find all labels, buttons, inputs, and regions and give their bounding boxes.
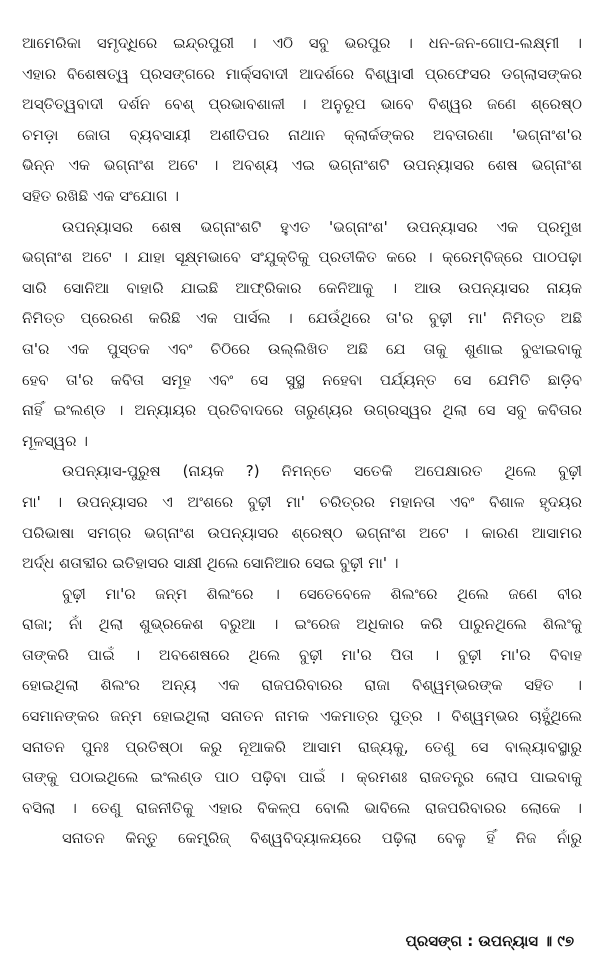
text-line: ହେବ ତା'ର କବିତା ସମୂହ ଏବଂ ସେ ସୁସ୍ଥ ନହେବା ପର୍ଯ୍ୟନ୍ତ ସେ ଯେମିତି ଛାଡ଼ିବ bbox=[22, 370, 582, 389]
text-line: ମା' । ଉପନ୍ୟାସର ଏ ଅଂଶରେ ବୁଢ଼ୀ ମା' ଚରିତ୍ରର ମହାନତା ଏବଂ ବିଶାଳ ହୃଦୟର bbox=[22, 492, 582, 511]
text-line: ସାରି ସୋନିଆ ବାହାରି ଯାଇଛି ଆଫ୍ରିକାର କେନିଆକୁ । ଆଉ ଉପନ୍ୟାସର ନାୟକ bbox=[22, 278, 582, 297]
text-line: ସନାତନ ପୁନଃ ପ୍ରତିଷ୍ଠା କରୁ ନୂଆକରି ଆସାମ ରାଜ୍ୟକୁ, ତେଣୁ ସେ ବାଲ୍ୟାବସ୍ଥାରୁ bbox=[22, 737, 582, 756]
text-line: ଅସ୍ତିତ୍ୱବାଦୀ ଦର୍ଶନ ବେଶ୍ ପ୍ରଭାବଶାଳୀ । ଅନୁରୂପ ଭାବେ ବିଶ୍ୱର ଜଣେ ଶ୍ରେଷ୍ଠ bbox=[22, 95, 582, 114]
text-line: ସହିତ ରଖିଛି ଏକ ସଂଯୋଗ । bbox=[22, 186, 179, 205]
text-line: ନାହିଁ ଇଂଲଣ୍ଡ । ଅନ୍ୟାୟର ପ୍ରତିବାଦରେ ତାରୁଣ୍ୟର ଉଗ୍ରସ୍ୱର ଥିଲା ସେ ସବୁ କବିତାର bbox=[22, 401, 582, 420]
text-line: ନିମିତ୍ତ ପ୍ରେରଣ କରିଛି ଏକ ପାର୍ସଲ । ଯେଉଁଥିରେ ତା'ର ବୁଢ଼ୀ ମା' ନିମିତ୍ତ ଅଛି bbox=[22, 309, 582, 328]
text-line: ବସିଲା । ତେଣୁ ରାଜନୀତିକୁ ଏହାର ବିକଳ୍ପ ବୋଲି ଭାବିଲେ ରାଜପରିବାରର ଲୋକେ । bbox=[22, 798, 582, 817]
text-line: ସେମାନଙ୍କର ଜନ୍ମ ହୋଇଥିଲା ସନାତନ ନାମକ ଏକମାତ୍ର ପୁତ୍ର । ବିଶ୍ୱମ୍ଭର ଚାହୁଁଥିଲେ bbox=[22, 707, 582, 726]
text-line: ଏହାର ବିଶେଷତ୍ୱ ପ୍ରସଙ୍ଗରେ ମାର୍କ୍ସବାଦୀ ଆଦର୍ଶରେ ବିଶ୍ୱାସୀ ପ୍ରଫେସର ଡଗ୍‌ଲାସଙ୍କର bbox=[22, 64, 582, 83]
text-line: ପରିଭାଷା ସମଗ୍ର ଭଗ୍ନାଂଶ ଉପନ୍ୟାସର ଶ୍ରେଷ୍ଠ ଭଗ୍ନାଂଶ ଅଟେ । କାରଣ ଆସାମର bbox=[22, 523, 582, 542]
text-line: ରାଜା; ନାଁ ଥିଲା ଶୁଭ୍ରକେଶ ବରୁଆ । ଇଂରେଜ ଅଧିକାର କରି ପାରୁନଥିଲେ ଶିଲଂକୁ bbox=[22, 615, 582, 634]
text-line: ଆମେରିକା ସମୃଦ୍ଧିରେ ଇନ୍ଦ୍ରପୁରୀ । ଏଠି ସବୁ ଭରପୁର । ଧନ-ଜନ-ଗୋପ-ଲକ୍ଷ୍ମୀ । bbox=[22, 34, 582, 52]
text-line: ବୁଢ଼ୀ ମା'ର ଜନ୍ମ ଶିଲଂରେ । ସେତେବେଳେ ଶିଲଂରେ ଥିଲେ ଜଣେ ବୀର bbox=[62, 584, 582, 603]
text-line: ହୋଇଥିଲା ଶିଲଂର ଅନ୍ୟ ଏକ ରାଜପରିବାରର ରାଜା ବିଶ୍ୱମ୍ଭରଙ୍କ ସହିତ । bbox=[22, 676, 582, 695]
text-line: ତା'ର ଏକ ପୁସ୍ତକ ଏବଂ ଚିଠିରେ ଉଲ୍ଲିଖିତ ଅଛି ଯେ ତାକୁ ଶୁଣାଇ ବୁଝାଇବାକୁ bbox=[22, 339, 582, 358]
text-line: ଚମଡ଼ା ଜୋତା ବ୍ୟବସାୟୀ ଅଶୀତିପର ନାଥାନ କ୍ଲାର୍କଙ୍କର ଅବତାରଣା 'ଭଗ୍ନାଂଶ'ର bbox=[22, 125, 582, 144]
text-line: ଭଗ୍ନାଂଶ ଅଟେ । ଯାହା ସୂକ୍ଷ୍ମଭାବେ ସଂଯୁକ୍ତିକୁ ପ୍ରତୀକିତ କରେ । କ୍ରେମ୍ବିଜ୍‌ରେ ପାଠପଢ଼ା bbox=[22, 248, 582, 267]
text-line: ମୂଳସ୍ୱର । bbox=[22, 431, 89, 450]
text-line: ଅର୍ଦ୍ଧ ଶତାବ୍ଦୀର ଇତିହାସର ସାକ୍ଷୀ ଥିଲେ ସୋନିଆର ସେଇ ବୁଢ଼ୀ ମା' । bbox=[22, 554, 399, 573]
page-footer: ପ୍ରସଙ୍ଗ : ଉପନ୍ୟାସ ॥ ୯୭ bbox=[405, 932, 574, 950]
text-line: ଭିନ୍ନ ଏକ ଭଗ୍ନାଂଶ ଅଟେ । ଅବଶ୍ୟ ଏଇ ଭଗ୍ନାଂଶଟି ଉପନ୍ୟାସର ଶେଷ ଭଗ୍ନାଂଶ bbox=[22, 156, 582, 175]
text-line: ଉପନ୍ୟାସର ଶେଷ ଭଗ୍ନାଂଶଟି ହୁଏତ 'ଭଗ୍ନାଂଶ' ଉପନ୍ୟାସର ଏକ ପ୍ରମୁଖ bbox=[62, 217, 582, 236]
text-line: ତାଙ୍କରି ପାଇଁ । ଅବଶେଷରେ ଥିଲେ ବୁଢ଼ୀ ମା'ର ପିତା । ବୁଢ଼ୀ ମା'ର ବିବାହ bbox=[22, 645, 582, 664]
text-line: ସନାତନ କିନ୍ତୁ କେମ୍ବ୍ରିଜ୍ ବିଶ୍ୱବିଦ୍ୟାଳୟରେ ପଢ଼ିଲା ବେଳୁ ହିଁ ନିଜ ନାଁରୁ bbox=[62, 829, 582, 848]
text-line: ଉପନ୍ୟାସ-ପୁରୁଷ (ନାୟକ ?) ନିମନ୍ତେ ସତେକି ଅପେକ୍ଷାରତ ଥିଲେ ବୁଢ଼ୀ bbox=[62, 462, 582, 481]
text-line: ତାଙ୍କୁ ପଠାଇଥିଲେ ଇଂଲଣ୍ଡ ପାଠ ପଢ଼ିବା ପାଇଁ । କ୍ରମଶଃ ରାଜତନ୍ତ୍ର ଲୋପ ପାଇବାକୁ bbox=[22, 768, 582, 787]
body-text bbox=[22, 28, 582, 854]
